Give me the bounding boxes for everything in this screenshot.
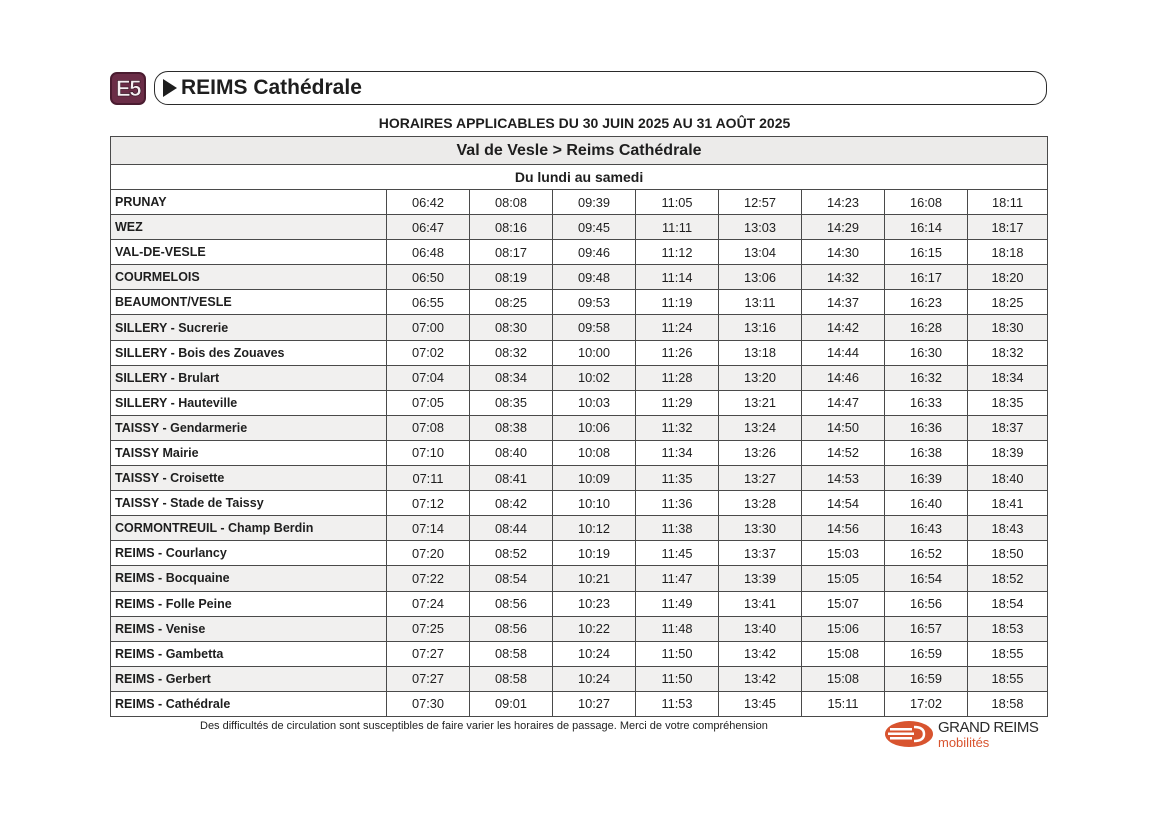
departure-time: 16:17 xyxy=(885,265,968,290)
departure-time: 13:11 xyxy=(719,290,802,315)
timetable-row xyxy=(111,190,1048,215)
timetable-row xyxy=(111,340,1048,365)
departure-time: 11:38 xyxy=(636,516,719,541)
departure-time: 16:23 xyxy=(885,290,968,315)
departure-time: 13:42 xyxy=(719,666,802,691)
departure-time: 07:27 xyxy=(387,641,470,666)
stop-name: REIMS - Bocquaine xyxy=(111,566,387,591)
departure-time: 09:01 xyxy=(470,691,553,716)
departure-time: 08:58 xyxy=(470,641,553,666)
departure-time: 16:59 xyxy=(885,641,968,666)
stop-name: BEAUMONT/VESLE xyxy=(111,290,387,315)
departure-time: 11:24 xyxy=(636,315,719,340)
departure-time: 13:37 xyxy=(719,541,802,566)
departure-time: 08:38 xyxy=(470,415,553,440)
departure-time: 16:57 xyxy=(885,616,968,641)
departure-time: 08:40 xyxy=(470,440,553,465)
departure-time: 07:14 xyxy=(387,516,470,541)
departure-time: 18:58 xyxy=(968,691,1048,716)
departure-time: 08:32 xyxy=(470,340,553,365)
departure-time: 08:41 xyxy=(470,466,553,491)
brand-subtitle: mobilités xyxy=(938,735,990,750)
departure-time: 14:47 xyxy=(802,390,885,415)
departure-time: 18:18 xyxy=(968,240,1048,265)
departure-time: 11:26 xyxy=(636,340,719,365)
departure-time: 16:08 xyxy=(885,190,968,215)
departure-time: 08:44 xyxy=(470,516,553,541)
timetable-row xyxy=(111,215,1048,240)
departure-time: 13:20 xyxy=(719,365,802,390)
timetable xyxy=(110,136,1048,717)
departure-time: 18:50 xyxy=(968,541,1048,566)
timetable-row xyxy=(111,566,1048,591)
departure-time: 09:39 xyxy=(553,190,636,215)
departure-time: 07:24 xyxy=(387,591,470,616)
departure-time: 14:50 xyxy=(802,415,885,440)
departure-time: 13:26 xyxy=(719,440,802,465)
departure-time: 08:52 xyxy=(470,541,553,566)
departure-time: 08:17 xyxy=(470,240,553,265)
departure-time: 15:06 xyxy=(802,616,885,641)
departure-time: 16:32 xyxy=(885,365,968,390)
departure-time: 07:11 xyxy=(387,466,470,491)
departure-time: 18:53 xyxy=(968,616,1048,641)
departure-time: 11:45 xyxy=(636,541,719,566)
departure-time: 06:50 xyxy=(387,265,470,290)
departure-time: 10:02 xyxy=(553,365,636,390)
departure-time: 09:58 xyxy=(553,315,636,340)
departure-time: 13:21 xyxy=(719,390,802,415)
departure-time: 11:28 xyxy=(636,365,719,390)
departure-time: 18:34 xyxy=(968,365,1048,390)
stop-name: REIMS - Cathédrale xyxy=(111,691,387,716)
departure-time: 13:30 xyxy=(719,516,802,541)
departure-time: 11:48 xyxy=(636,616,719,641)
departure-time: 07:12 xyxy=(387,491,470,516)
departure-time: 10:03 xyxy=(553,390,636,415)
departure-time: 17:02 xyxy=(885,691,968,716)
departure-time: 18:32 xyxy=(968,340,1048,365)
departure-time: 16:59 xyxy=(885,666,968,691)
timetable-row xyxy=(111,541,1048,566)
departure-time: 08:58 xyxy=(470,666,553,691)
departure-time: 18:37 xyxy=(968,415,1048,440)
departure-time: 13:03 xyxy=(719,215,802,240)
departure-time: 07:20 xyxy=(387,541,470,566)
departure-time: 10:21 xyxy=(553,566,636,591)
departure-time: 08:30 xyxy=(470,315,553,340)
timetable-row xyxy=(111,691,1048,716)
timetable-row xyxy=(111,415,1048,440)
timetable-row xyxy=(111,240,1048,265)
stop-name: CORMONTREUIL - Champ Berdin xyxy=(111,516,387,541)
departure-time: 15:08 xyxy=(802,666,885,691)
departure-time: 16:30 xyxy=(885,340,968,365)
stop-name: SILLERY - Sucrerie xyxy=(111,315,387,340)
departure-time: 06:42 xyxy=(387,190,470,215)
validity-period: HORAIRES APPLICABLES DU 30 JUIN 2025 AU 31 AOÛT 2025 xyxy=(378,115,791,131)
stop-name: WEZ xyxy=(111,215,387,240)
departure-time: 08:19 xyxy=(470,265,553,290)
timetable-row xyxy=(111,365,1048,390)
departure-time: 14:32 xyxy=(802,265,885,290)
departure-time: 06:48 xyxy=(387,240,470,265)
departure-time: 11:19 xyxy=(636,290,719,315)
departure-time: 10:12 xyxy=(553,516,636,541)
departure-time: 06:47 xyxy=(387,215,470,240)
departure-time: 13:45 xyxy=(719,691,802,716)
departure-time: 11:53 xyxy=(636,691,719,716)
departure-time: 16:28 xyxy=(885,315,968,340)
departure-time: 15:07 xyxy=(802,591,885,616)
departure-time: 14:42 xyxy=(802,315,885,340)
departure-time: 11:49 xyxy=(636,591,719,616)
departure-time: 10:10 xyxy=(553,491,636,516)
departure-time: 18:35 xyxy=(968,390,1048,415)
departure-time: 10:24 xyxy=(553,641,636,666)
departure-time: 13:42 xyxy=(719,641,802,666)
stop-name: TAISSY - Gendarmerie xyxy=(111,415,387,440)
departure-time: 13:24 xyxy=(719,415,802,440)
line-badge xyxy=(110,72,146,105)
departure-time: 18:30 xyxy=(968,315,1048,340)
departure-time: 11:32 xyxy=(636,415,719,440)
departure-time: 08:54 xyxy=(470,566,553,591)
departure-time: 08:42 xyxy=(470,491,553,516)
departure-time: 11:36 xyxy=(636,491,719,516)
direction-header: Val de Vesle > Reims Cathédrale xyxy=(111,137,1048,165)
departure-time: 07:22 xyxy=(387,566,470,591)
departure-time: 18:43 xyxy=(968,516,1048,541)
departure-time: 11:47 xyxy=(636,566,719,591)
departure-time: 14:29 xyxy=(802,215,885,240)
departure-time: 10:19 xyxy=(553,541,636,566)
departure-time: 18:55 xyxy=(968,666,1048,691)
departure-time: 18:54 xyxy=(968,591,1048,616)
departure-time: 11:12 xyxy=(636,240,719,265)
departure-time: 06:55 xyxy=(387,290,470,315)
departure-time: 18:17 xyxy=(968,215,1048,240)
timetable-row xyxy=(111,466,1048,491)
departure-time: 18:52 xyxy=(968,566,1048,591)
timetable-row xyxy=(111,440,1048,465)
departure-time: 18:55 xyxy=(968,641,1048,666)
departure-time: 16:43 xyxy=(885,516,968,541)
stop-name: REIMS - Folle Peine xyxy=(111,591,387,616)
stop-name: PRUNAY xyxy=(111,190,387,215)
destination-banner xyxy=(154,71,1047,105)
stop-name: REIMS - Gambetta xyxy=(111,641,387,666)
departure-time: 13:40 xyxy=(719,616,802,641)
departure-time: 16:14 xyxy=(885,215,968,240)
departure-time: 11:34 xyxy=(636,440,719,465)
departure-time: 10:08 xyxy=(553,440,636,465)
departure-time: 18:39 xyxy=(968,440,1048,465)
departure-time: 11:11 xyxy=(636,215,719,240)
stop-name: SILLERY - Bois des Zouaves xyxy=(111,340,387,365)
stop-name: REIMS - Venise xyxy=(111,616,387,641)
departure-time: 08:56 xyxy=(470,591,553,616)
departure-time: 13:18 xyxy=(719,340,802,365)
departure-time: 18:41 xyxy=(968,491,1048,516)
timetable-row xyxy=(111,666,1048,691)
departure-time: 07:05 xyxy=(387,390,470,415)
departure-time: 09:46 xyxy=(553,240,636,265)
departure-time: 07:10 xyxy=(387,440,470,465)
stop-name: VAL-DE-VESLE xyxy=(111,240,387,265)
stop-name: TAISSY Mairie xyxy=(111,440,387,465)
departure-time: 08:35 xyxy=(470,390,553,415)
departure-time: 10:23 xyxy=(553,591,636,616)
play-arrow-icon xyxy=(163,79,177,97)
departure-time: 14:46 xyxy=(802,365,885,390)
departure-time: 16:39 xyxy=(885,466,968,491)
footnote: Des difficultés de circulation sont susceptibles de faire varier les horaires de passage. Merci de votre compréhension xyxy=(200,720,768,732)
departure-time: 13:06 xyxy=(719,265,802,290)
timetable-row xyxy=(111,265,1048,290)
destination-title: REIMS Cathédrale xyxy=(181,76,362,99)
stop-name: REIMS - Courlancy xyxy=(111,541,387,566)
departure-time: 16:54 xyxy=(885,566,968,591)
stop-name: TAISSY - Stade de Taissy xyxy=(111,491,387,516)
departure-time: 18:40 xyxy=(968,466,1048,491)
grand-reims-logo-icon xyxy=(884,720,934,748)
departure-time: 14:52 xyxy=(802,440,885,465)
departure-time: 15:11 xyxy=(802,691,885,716)
departure-time: 07:25 xyxy=(387,616,470,641)
departure-time: 16:15 xyxy=(885,240,968,265)
departure-time: 18:20 xyxy=(968,265,1048,290)
departure-time: 10:06 xyxy=(553,415,636,440)
departure-time: 13:16 xyxy=(719,315,802,340)
departure-time: 16:33 xyxy=(885,390,968,415)
timetable-row xyxy=(111,591,1048,616)
departure-time: 12:57 xyxy=(719,190,802,215)
departure-time: 16:56 xyxy=(885,591,968,616)
departure-time: 09:45 xyxy=(553,215,636,240)
departure-time: 13:39 xyxy=(719,566,802,591)
departure-time: 14:44 xyxy=(802,340,885,365)
departure-time: 08:08 xyxy=(470,190,553,215)
departure-time: 14:30 xyxy=(802,240,885,265)
departure-time: 14:23 xyxy=(802,190,885,215)
departure-time: 08:56 xyxy=(470,616,553,641)
departure-time: 10:24 xyxy=(553,666,636,691)
timetable-row xyxy=(111,315,1048,340)
departure-time: 07:02 xyxy=(387,340,470,365)
timetable-row xyxy=(111,516,1048,541)
departure-time: 13:41 xyxy=(719,591,802,616)
brand-name: GRAND REIMS xyxy=(938,719,1039,736)
departure-time: 11:50 xyxy=(636,666,719,691)
departure-time: 11:35 xyxy=(636,466,719,491)
departure-time: 14:53 xyxy=(802,466,885,491)
departure-time: 14:56 xyxy=(802,516,885,541)
departure-time: 16:52 xyxy=(885,541,968,566)
departure-time: 13:04 xyxy=(719,240,802,265)
departure-time: 15:03 xyxy=(802,541,885,566)
stop-name: TAISSY - Croisette xyxy=(111,466,387,491)
departure-time: 11:05 xyxy=(636,190,719,215)
line-code: E5 xyxy=(116,75,140,101)
departure-time: 09:48 xyxy=(553,265,636,290)
timetable-row xyxy=(111,491,1048,516)
departure-time: 07:27 xyxy=(387,666,470,691)
departure-time: 16:38 xyxy=(885,440,968,465)
timetable-row xyxy=(111,290,1048,315)
departure-time: 13:27 xyxy=(719,466,802,491)
departure-time: 10:09 xyxy=(553,466,636,491)
departure-time: 10:22 xyxy=(553,616,636,641)
departure-time: 08:34 xyxy=(470,365,553,390)
departure-time: 18:25 xyxy=(968,290,1048,315)
departure-time: 07:00 xyxy=(387,315,470,340)
timetable-row xyxy=(111,641,1048,666)
departure-time: 08:16 xyxy=(470,215,553,240)
stop-name: SILLERY - Brulart xyxy=(111,365,387,390)
departure-time: 16:36 xyxy=(885,415,968,440)
departure-time: 07:04 xyxy=(387,365,470,390)
departure-time: 15:08 xyxy=(802,641,885,666)
departure-time: 11:50 xyxy=(636,641,719,666)
stop-name: COURMELOIS xyxy=(111,265,387,290)
departure-time: 10:00 xyxy=(553,340,636,365)
departure-time: 10:27 xyxy=(553,691,636,716)
departure-time: 16:40 xyxy=(885,491,968,516)
departure-time: 14:37 xyxy=(802,290,885,315)
departure-time: 13:28 xyxy=(719,491,802,516)
departure-time: 08:25 xyxy=(470,290,553,315)
stop-name: REIMS - Gerbert xyxy=(111,666,387,691)
grand-reims-logo xyxy=(884,718,1049,752)
departure-time: 11:14 xyxy=(636,265,719,290)
departure-time: 07:30 xyxy=(387,691,470,716)
departure-time: 18:11 xyxy=(968,190,1048,215)
departure-time: 11:29 xyxy=(636,390,719,415)
departure-time: 14:54 xyxy=(802,491,885,516)
timetable-row xyxy=(111,390,1048,415)
departure-time: 15:05 xyxy=(802,566,885,591)
departure-time: 09:53 xyxy=(553,290,636,315)
timetable-row xyxy=(111,616,1048,641)
stop-name: SILLERY - Hauteville xyxy=(111,390,387,415)
days-header: Du lundi au samedi xyxy=(111,165,1048,190)
departure-time: 07:08 xyxy=(387,415,470,440)
